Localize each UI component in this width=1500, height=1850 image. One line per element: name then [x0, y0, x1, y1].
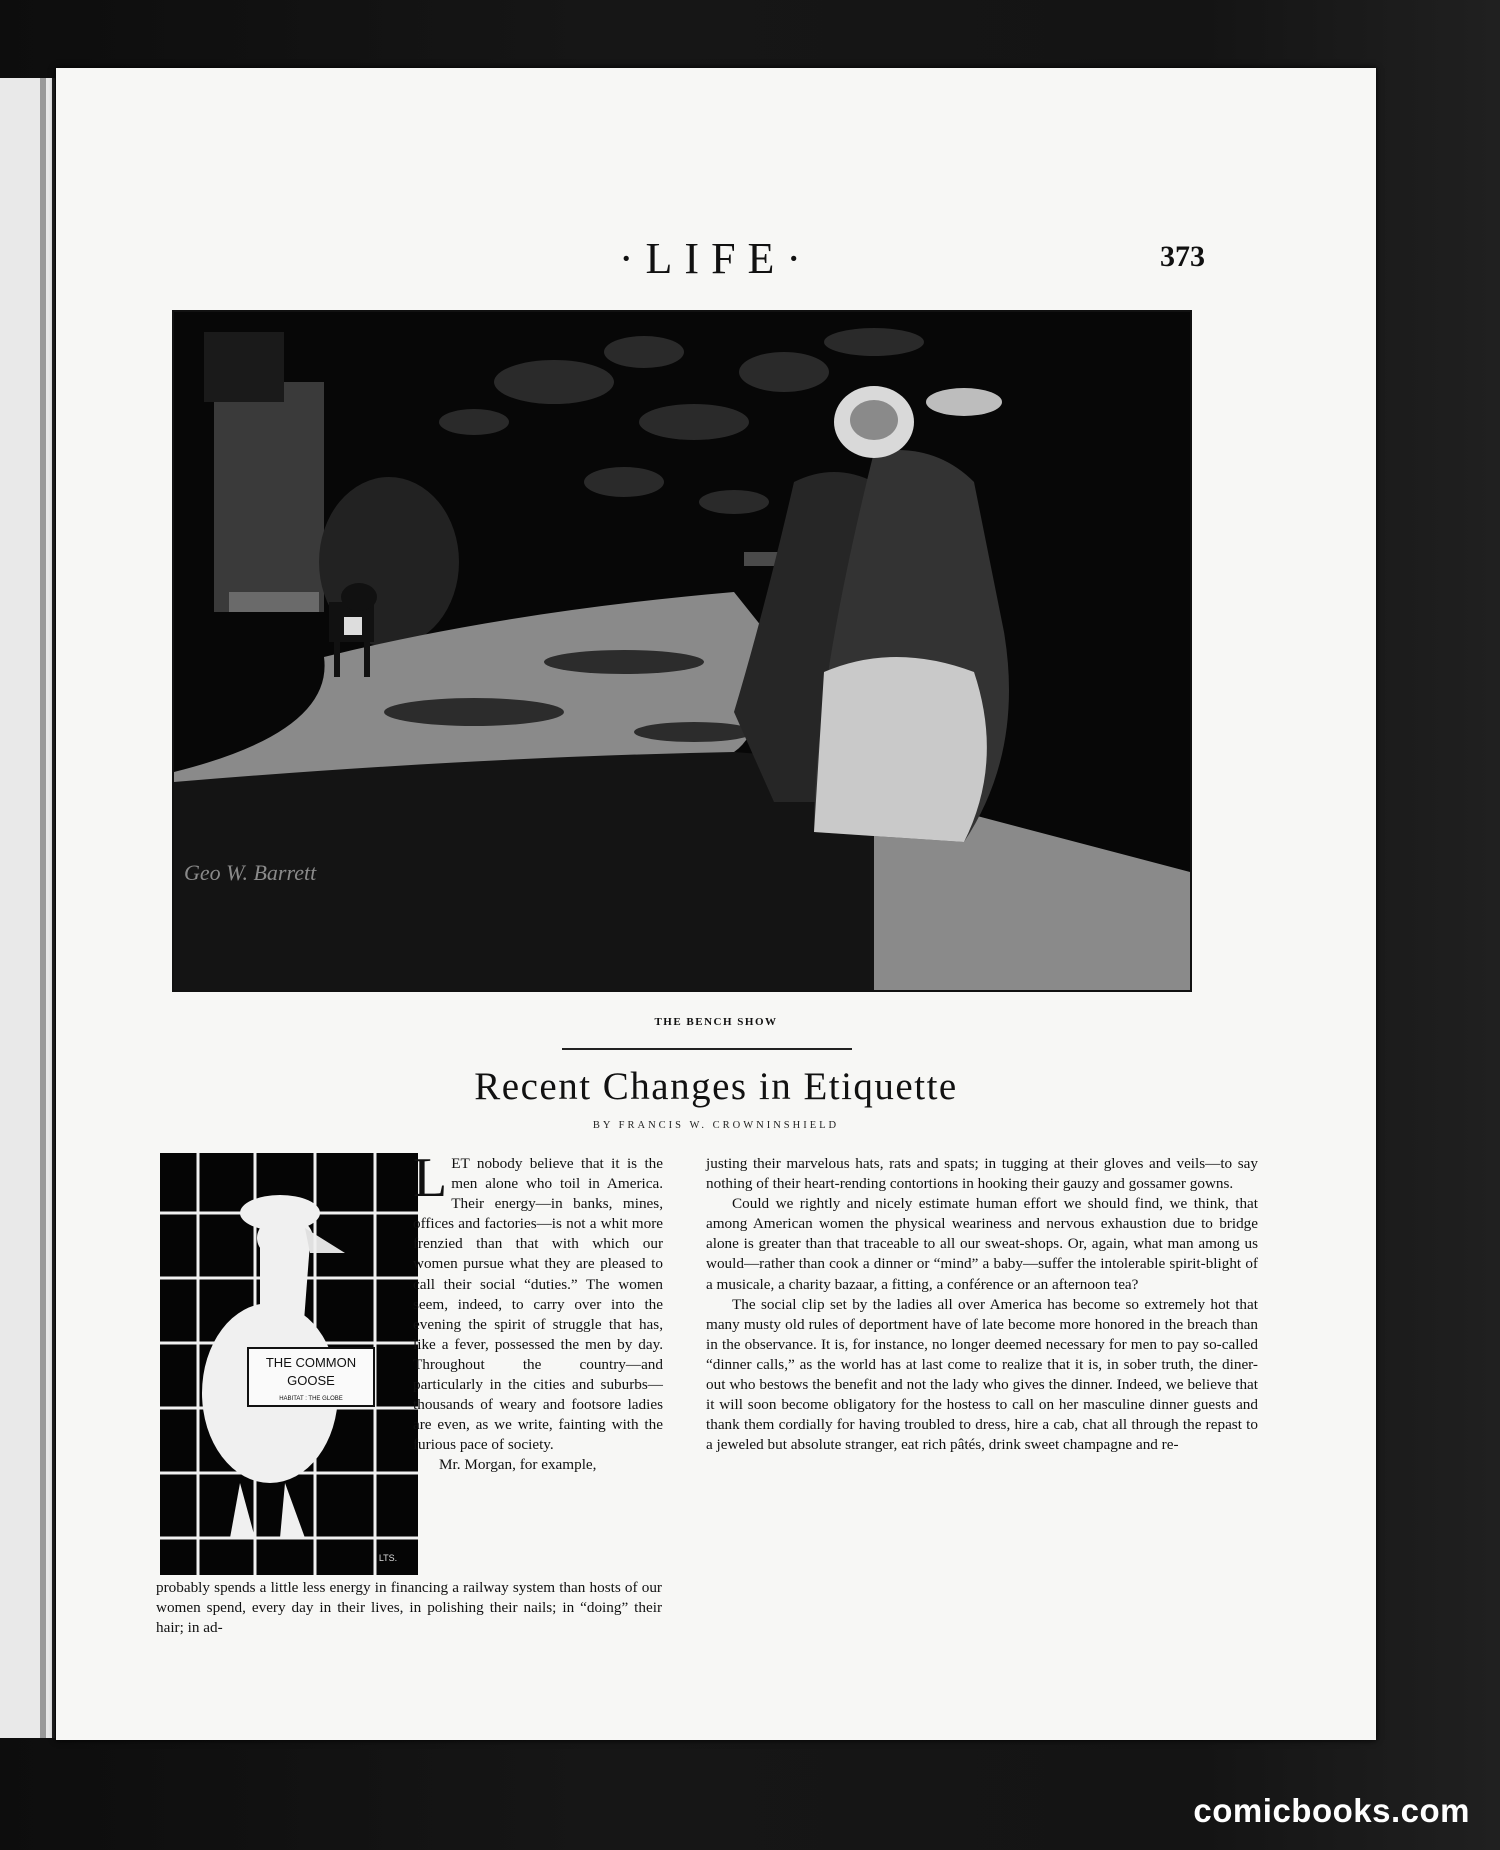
goose-sign-line3: HABITAT : THE GLOBE	[279, 1396, 343, 1402]
bench-show-illustration	[172, 310, 1192, 992]
col1-paragraph-1: ET nobody believe that it is the men alone who toil in America. Their energy—in banks, mines, offices and factories—is not a whit more frenzied than that with which our women pursue what they are pleased to call their social “duties.” The women seem, indeed, to carry over into the evening the spirit of struggle that has, like a fever, possessed the men by day. Throughout the country—and particularly in the cities and suburbs—thousands of weary and footsore ladies are even, as we write, fainting with the furious pace of society.	[413, 1155, 663, 1454]
masthead: ·LIFE·	[618, 234, 814, 283]
goose-cartoon	[160, 1153, 418, 1575]
article-title: Recent Changes in Etiquette	[474, 1065, 958, 1108]
drop-cap: L	[413, 1147, 448, 1209]
article-column-2	[706, 1154, 1258, 1455]
title-rule	[562, 1048, 852, 1050]
goose-sign-line1: THE COMMON	[265, 1355, 357, 1370]
previous-page-edge	[0, 78, 55, 1738]
col2-paragraph-1: justing their marvelous hats, rats and spats; in tugging at their gloves and veils—to say nothing of their heart-rending contortions in hooking their gauzy and gossamer gowns.	[706, 1155, 1258, 1193]
goose-sign-line2: GOOSE	[287, 1373, 335, 1388]
article-byline: BY FRANCIS W. CROWNINSHIELD	[592, 1120, 840, 1131]
site-watermark: comicbooks.com	[1193, 1792, 1470, 1829]
col2-paragraph-2: Could we rightly and nicely estimate human effort we should find, we think, that among American women the physical weariness and nervous exhaustion due to bridge alone is greater than that traceable to all our sweat-shops. Or, again, what man among us would—rather than cook a dinner or “mind” a baby—suffer the intolerable spirit-blight of a musicale, a charity bazaar, a fitting, a conférence or an afternoon tea?	[706, 1195, 1258, 1293]
article-column-1-wide	[156, 1578, 662, 1638]
illustration-signature: Geo W. Barrett	[184, 860, 317, 885]
goose-initials: LTS.	[378, 1553, 398, 1563]
col1-paragraph-2-rest: probably spends a little less energy in financing a railway system than hosts of our women spend, every day in their lives, in polishing their nails; in “doing” their hair; in ad-	[156, 1579, 662, 1637]
col1-paragraph-2-start: Mr. Morgan, for example,	[439, 1456, 597, 1474]
illustration-caption: THE BENCH SHOW	[654, 1016, 778, 1028]
col2-paragraph-3: The social clip set by the ladies all over America has become so extremely hot that many musty old rules of deportment have of late become more honored in the breach than in the observance. It is, for instance, no longer deemed necessary for men to pay so-called “dinner calls,” as the world has at last come to realize that it is, in sober truth, the diner-out who bestows the benefit and not the lady who gives the dinner. Indeed, we believe that it will soon become obligatory for the hostess to call on her masculine dinner guests and thank them cordially for having troubled to dress, hire a cab, chat all through the repast to a jeweled but absolute stranger, eat rich pâtés, drink sweet champagne and re-	[706, 1295, 1258, 1454]
page-number: 373	[1160, 240, 1205, 273]
article-column-1	[413, 1147, 663, 1476]
magazine-page	[56, 68, 1376, 1740]
